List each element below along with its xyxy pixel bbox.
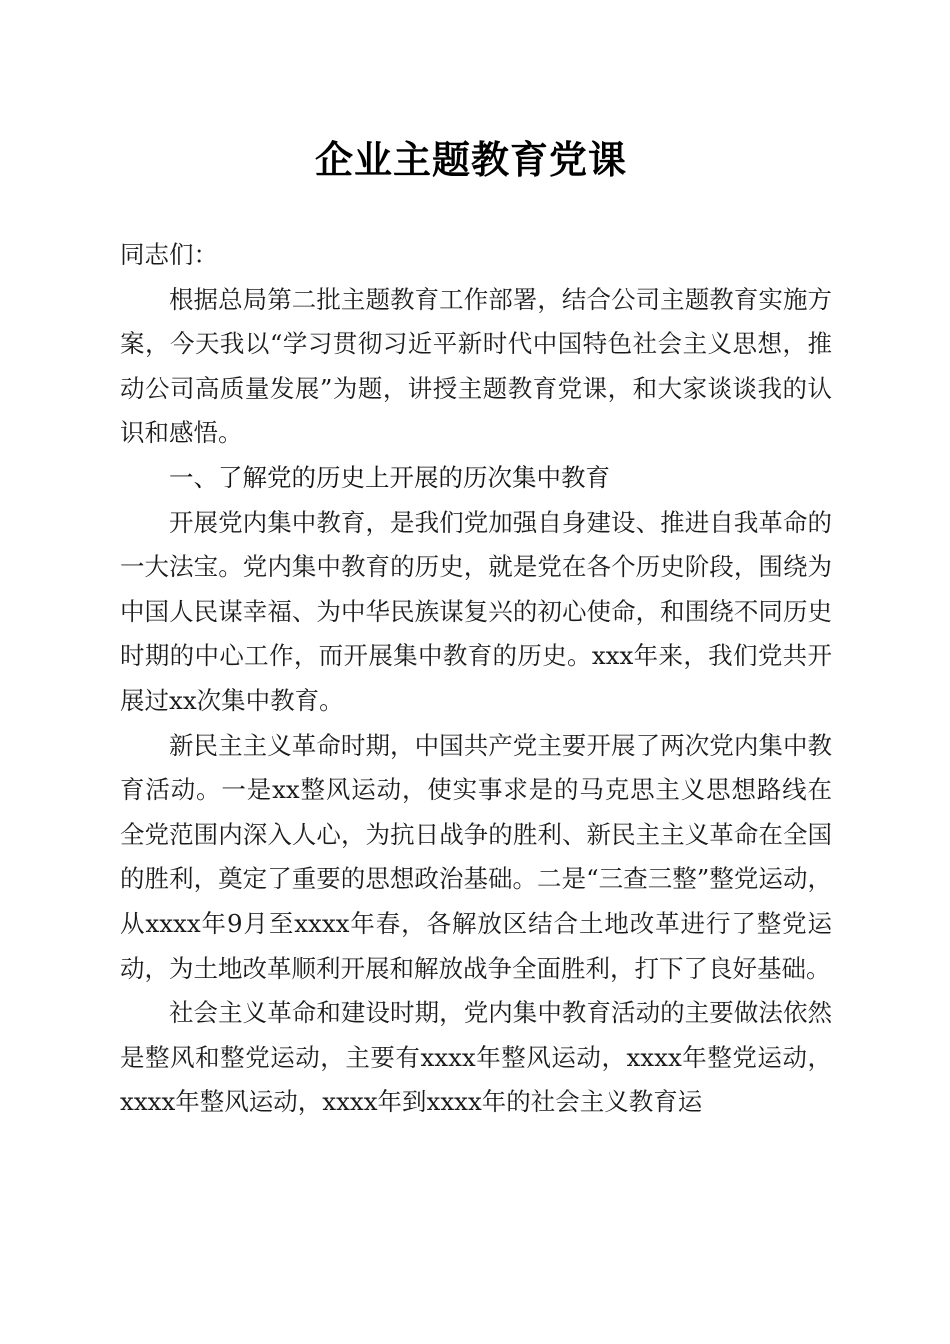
paragraph: 新民主主义革命时期，中国共产党主要开展了两次党内集中教育活动。一是xx整风运动，使实事求是的马克思主义思想路线在全党范围内深入人心，为抗日战争的胜利、新民主主义革命在全国的胜利，奠定了重要的思想政治基础。二是“三查三整”整党运动，从xxxx年9月至xxxx年春，各解放区结合土地改革进行了整党运动，为土地改革顺利开展和解放战争全面胜利，打下了良好基础。: [120, 730, 832, 983]
salutation: 同志们：: [120, 240, 218, 269]
document-title: 企业主题教育党课: [314, 137, 627, 182]
section-heading: 一、了解党的历史上开展的历次集中教育: [169, 462, 610, 492]
paragraph: 开展党内集中教育，是我们党加强自身建设、推进自我革命的一大法宝。党内集中教育的历史，就是党在各个历史阶段，围绕为中国人民谋幸福、为中华民族谋复兴的初心使命，和围绕不同历史时期的中心工作，而开展集中教育的历史。xxx年来，我们党共开展过xx次集中教育。: [120, 507, 832, 715]
paragraph: 社会主义革命和建设时期，党内集中教育活动的主要做法依然是整风和整党运动，主要有xxxx年整风运动，xxxx年整党运动，xxxx年整风运动，xxxx年到xxxx年的社会主义教育运: [120, 998, 832, 1117]
paragraph-intro: 根据总局第二批主题教育工作部署，结合公司主题教育实施方案，今天我以“学习贯彻习近平新时代中国特色社会主义思想，推动公司高质量发展”为题，讲授主题教育党课，和大家谈谈我的认识和感悟。: [120, 284, 832, 448]
document-body: [120, 233, 832, 1125]
